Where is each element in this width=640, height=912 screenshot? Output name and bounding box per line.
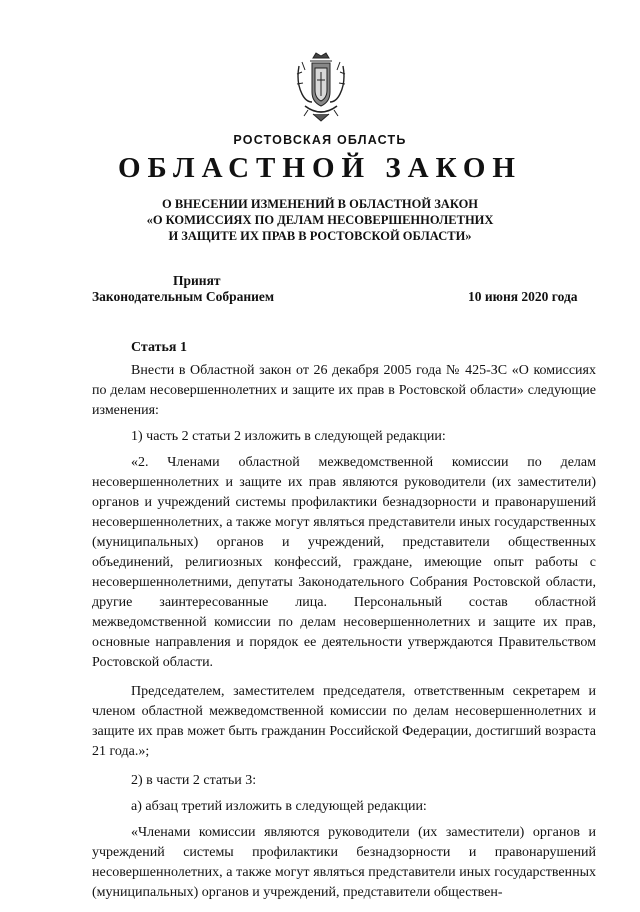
article-body xyxy=(92,361,596,912)
law-type-heading: ОБЛАСТНОЙ ЗАКОН xyxy=(118,152,522,184)
coat-of-arms-icon xyxy=(296,52,346,124)
law-title-line: О ВНЕСЕНИИ ИЗМЕНЕНИЙ В ОБЛАСТНОЙ ЗАКОН xyxy=(161,197,479,211)
article-paragraph: Внести в Областной закон от 26 декабря 2005 года № 425-ЗС «О комиссиях по делам несовершеннолетних и защите их прав в Ростовской области» следующие изменения: xyxy=(92,363,596,418)
law-title-line: «О КОМИССИЯХ ПО ДЕЛАМ НЕСОВЕРШЕННОЛЕТНИХ xyxy=(146,213,494,227)
article-paragraph: «2. Членами областной межведомственной комиссии по делам несовершеннолетних и защите их прав являются руководители (их заместители) органов и учреждений системы профилактики безнадзорности и правонарушений несовершеннолетних, а также могут являться представители иных государственных (муниципальных) органов и учреждений, представители общественных объединений, религиозных конфессий, граждане, имеющие опыт работы с несовершеннолетними, депутаты Законодательного Собрания Ростовской области, другие заинтересованные лица. Персональный состав областной межведомственной комиссии по делам несовершеннолетних и защите их прав, основные направления и порядок ее деятельности утверждаются Правительством Ростовской области. xyxy=(92,455,596,670)
article-paragraph: 1) часть 2 статьи 2 изложить в следующей редакции: xyxy=(131,429,446,444)
law-title xyxy=(80,196,560,244)
article-paragraph: а) абзац третий изложить в следующей редакции: xyxy=(131,799,427,814)
adoption-date: 10 июня 2020 года xyxy=(468,289,578,304)
article-paragraph: 2) в части 2 статьи 3: xyxy=(131,773,257,788)
law-title-line: И ЗАЩИТЕ ИХ ПРАВ В РОСТОВСКОЙ ОБЛАСТИ» xyxy=(168,229,472,243)
region-name: РОСТОВСКАЯ ОБЛАСТЬ xyxy=(233,133,407,147)
adopted-by-label: Законодательным Собранием xyxy=(92,289,275,304)
adopted-label: Принят xyxy=(173,273,221,288)
article-paragraph: Председателем, заместителем председателя, ответственным секретарем и членом областной межведомственной комиссии по делам несовершеннолетних и защите их прав может быть гражданин Российской Федерации, достигший возраста 21 года.»; xyxy=(92,684,596,759)
article-heading: Статья 1 xyxy=(131,340,187,355)
article-paragraph: «Членами комиссии являются руководители (их заместители) органов и учреждений системы профилактики безнадзорности и правонарушений несовершеннолетних, а также могут являться представители иных государственных (муниципальных) органов и учреждений, представители обществен- xyxy=(92,825,596,900)
